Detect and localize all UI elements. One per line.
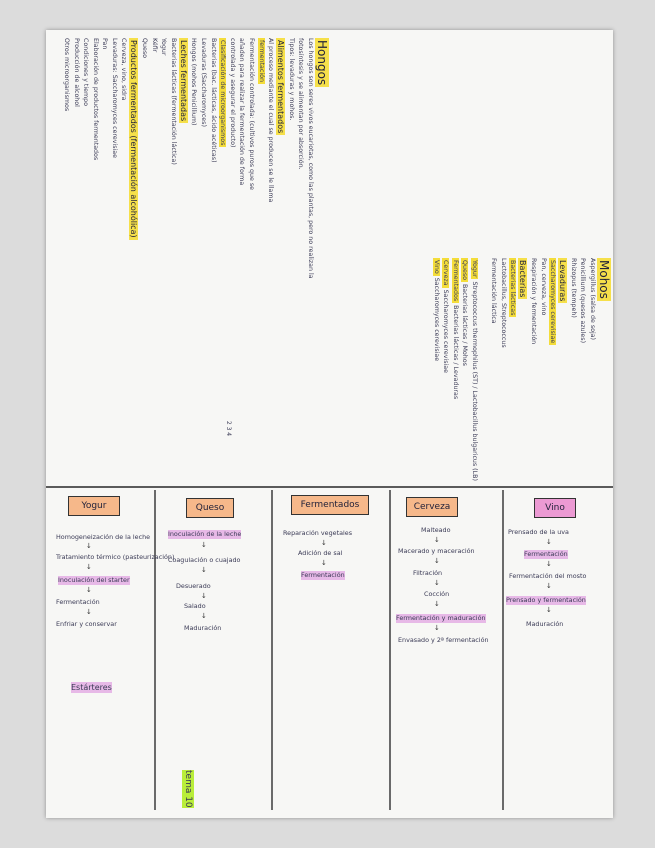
note-line — [479, 258, 489, 488]
subtitle-bacterias: Bacterias — [518, 260, 528, 298]
process-step: Enfriar y conservar — [56, 620, 117, 628]
column-divider — [502, 490, 504, 810]
arrow-down-icon: ↓ — [546, 606, 552, 614]
column-divider — [389, 490, 391, 810]
estarteres-label: Estárteres — [71, 683, 112, 692]
note-line: Elaboración de productos fermentados — [91, 38, 99, 161]
arrow-down-icon: ↓ — [434, 557, 440, 565]
process-step: Fermentación — [56, 598, 100, 606]
queso-header: Queso — [186, 498, 234, 518]
process-step: Inoculación del starter — [58, 576, 130, 584]
column-divider — [271, 490, 273, 810]
arrow-down-icon: ↓ — [86, 586, 92, 594]
note-line: Saccharomyces cerevisiae — [549, 260, 557, 344]
page-footnote: 2 3 4 — [225, 420, 233, 437]
note-line: Levaduras (Saccharomyces) — [200, 38, 208, 127]
process-step: Maduración — [526, 620, 564, 628]
arrow-down-icon: ↓ — [86, 563, 92, 571]
column-divider — [154, 490, 156, 810]
arrow-down-icon: ↓ — [434, 624, 440, 632]
process-step: Maduración — [184, 624, 222, 632]
note-line: Los hongos son seres vivos eucariotas, como las plantas, pero no realizan la — [307, 38, 314, 279]
arrow-down-icon: ↓ — [201, 541, 207, 549]
yogur-header: Yogur — [68, 496, 120, 516]
process-step: Fermentación y maduración — [396, 614, 486, 622]
process-step: Macerado y maceración — [398, 547, 475, 555]
arrow-down-icon: ↓ — [201, 566, 207, 574]
note-line: controlada y asegurar el producto) — [228, 38, 236, 148]
process-step: Inoculación de la leche — [168, 530, 242, 538]
process-step: Adición de sal — [298, 549, 343, 557]
process-step: Tratamiento térmico (pasteurización) — [56, 553, 175, 561]
notes-sheet — [46, 30, 613, 818]
note-line: Rhizopus (tempeh) — [569, 258, 577, 318]
note-line: Lactobacillus, Streptococcus — [499, 258, 507, 348]
process-step: Fermentación — [301, 571, 345, 579]
note-line: Yogur — [160, 38, 168, 56]
process-step: Envasado y 2ª fermentación — [398, 636, 489, 644]
arrow-down-icon: ↓ — [321, 539, 327, 547]
arrow-down-icon: ↓ — [546, 538, 552, 546]
tema-label: tema 10 — [183, 770, 193, 808]
note-line: Al proceso mediante el cual se producen se le llama — [267, 38, 275, 203]
note-line: Hongos (mohos Penicillium) — [190, 38, 198, 126]
fermentados-note: Fermentados Bacterias lácticas / Levaduras — [451, 260, 459, 400]
note-line: Producción de alcohol — [72, 38, 80, 107]
process-step: Desuerado — [176, 582, 211, 590]
note-line: Pan, cerveza, vino — [539, 258, 547, 316]
subtitle-levaduras: Levaduras — [558, 260, 568, 302]
vino-note: Vino Saccharomyces cerevisiae — [432, 260, 440, 362]
note-line: Tipos: levaduras y mohos. — [287, 38, 295, 121]
process-step: Fermentación — [524, 550, 568, 558]
note-line: Clasificación de microorganismos — [219, 40, 227, 146]
arrow-down-icon: ↓ — [434, 579, 440, 587]
process-step: Salado — [184, 602, 206, 610]
arrow-down-icon: ↓ — [201, 592, 207, 600]
process-step: Fermentación del mosto — [509, 572, 587, 580]
process-step: Cocción — [424, 590, 450, 598]
note-line: Fermentación láctica — [490, 258, 498, 324]
note-line: fotosíntesis y se alimentan por absorción. — [297, 38, 305, 170]
note-line: Bacterias lácticas (fermentación láctica) — [169, 38, 177, 165]
cerveza-note: Cerveza Saccharomyces cerevisiae — [442, 260, 450, 373]
subtitle-productos: Productos fermentados (fermentación alcohólica) — [129, 40, 139, 238]
process-step: Reparación vegetales — [283, 529, 353, 537]
cerveza-header: Cerveza — [406, 497, 458, 517]
arrow-down-icon: ↓ — [546, 560, 552, 568]
title-mohos: Mohos — [597, 260, 611, 299]
note-line: Kéfir — [150, 38, 158, 53]
note-line: Aspergillus (salsa de soja) — [589, 258, 596, 341]
note-line: Bacterias (bac. lácticas, ácido acéticas) — [209, 38, 217, 163]
notes-column-2 — [431, 258, 611, 488]
process-step: Prensado de la uva — [508, 528, 569, 536]
note-line: fermentación — [257, 40, 265, 82]
process-step: Homogeneización de la leche — [56, 533, 151, 541]
process-step: Prensado y fermentación — [506, 596, 586, 604]
note-line: Cerveza, vino, sidra — [120, 38, 128, 101]
section-divider — [46, 486, 613, 488]
arrow-down-icon: ↓ — [434, 536, 440, 544]
note-line: Penicillium (quesos azules) — [579, 258, 587, 344]
process-step: Coagulación o cuajado — [168, 556, 241, 564]
arrow-down-icon: ↓ — [86, 608, 92, 616]
arrow-down-icon: ↓ — [86, 542, 92, 550]
note-line: Condiciones y tiempo — [82, 38, 90, 107]
process-step: Malteado — [421, 526, 451, 534]
note-line: Bacterias lácticas — [509, 260, 517, 316]
queso-note: Queso Bacterias lácticas / Mohos — [461, 260, 469, 366]
note-line: Fermentación controlada: (cultivos puros que se — [248, 38, 256, 191]
note-line: Respiración y fermentación — [530, 258, 538, 345]
arrow-down-icon: ↓ — [201, 612, 207, 620]
yogur-note: Yogur Streptococcus thermophilus (ST) / Lactobacillus bulgaricus (LB) — [471, 260, 479, 481]
process-step: Filtración — [413, 569, 443, 577]
fermentados-header: Fermentados — [291, 495, 369, 515]
arrow-down-icon: ↓ — [321, 559, 327, 567]
subtitle-leches: Leches fermentadas — [178, 40, 188, 122]
note-line: Otros microorganismos — [62, 38, 70, 112]
note-line: Pan — [101, 38, 109, 50]
arrow-down-icon: ↓ — [434, 600, 440, 608]
note-line: Queso — [141, 38, 149, 58]
note-line: añaden para realizar la fermentación de forma — [238, 38, 246, 186]
notes-column-1 — [61, 38, 329, 279]
note-line: Levaduras: Saccharomyces cerevisiae — [110, 38, 118, 159]
subtitle-alimentos: Alimentos fermentados — [276, 40, 286, 134]
arrow-down-icon: ↓ — [546, 582, 552, 590]
vino-header: Vino — [534, 498, 576, 518]
title-hongos: Hongos — [315, 40, 329, 86]
